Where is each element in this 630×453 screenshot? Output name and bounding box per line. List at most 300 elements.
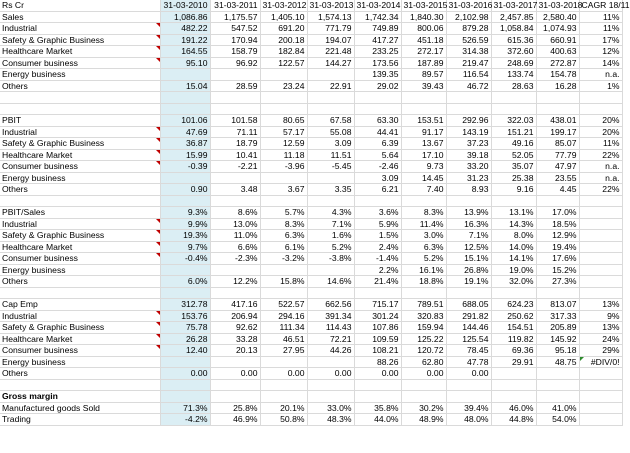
value-cell[interactable] [401, 379, 446, 391]
value-cell[interactable] [491, 195, 536, 207]
value-cell[interactable] [446, 379, 491, 391]
row-label-cell[interactable]: Safety & Graphic Business [0, 230, 160, 242]
value-cell[interactable]: 12% [579, 46, 622, 58]
value-cell[interactable]: 1,742.34 [354, 11, 401, 23]
value-cell[interactable]: 6.6% [210, 241, 260, 253]
row-label-cell[interactable]: Others [0, 368, 160, 380]
value-cell[interactable]: 116.54 [446, 69, 491, 81]
value-cell[interactable]: -3.96 [260, 161, 307, 173]
value-cell[interactable]: 95.18 [536, 345, 579, 357]
row-label-cell[interactable]: Consumer business [0, 161, 160, 173]
value-cell[interactable]: 14.6% [307, 276, 354, 288]
value-cell[interactable]: 1,074.93 [536, 23, 579, 35]
value-cell[interactable]: -3.2% [260, 253, 307, 265]
row-label-cell[interactable]: Others [0, 184, 160, 196]
value-cell[interactable]: 32.0% [491, 276, 536, 288]
value-cell[interactable]: 49.16 [491, 138, 536, 150]
value-cell[interactable]: 13.9% [446, 207, 491, 219]
value-cell[interactable]: 13% [579, 299, 622, 311]
value-cell[interactable]: 15.04 [160, 80, 210, 92]
value-cell[interactable]: 1,405.10 [260, 11, 307, 23]
value-cell[interactable]: 221.48 [307, 46, 354, 58]
value-cell[interactable]: 47.78 [446, 356, 491, 368]
value-cell[interactable] [354, 195, 401, 207]
value-cell[interactable]: 46.72 [446, 80, 491, 92]
value-cell[interactable] [401, 195, 446, 207]
value-cell[interactable]: 20% [579, 126, 622, 138]
value-cell[interactable]: -2.3% [210, 253, 260, 265]
value-cell[interactable] [536, 92, 579, 104]
value-cell[interactable]: 3.09 [354, 172, 401, 184]
value-cell[interactable] [491, 103, 536, 115]
value-cell[interactable] [579, 103, 622, 115]
value-cell[interactable]: 145.92 [536, 333, 579, 345]
header-year-cell[interactable]: 31-03-2018 [536, 0, 579, 11]
value-cell[interactable]: 417.27 [354, 34, 401, 46]
value-cell[interactable]: 6.21 [354, 184, 401, 196]
value-cell[interactable] [579, 241, 622, 253]
value-cell[interactable] [401, 92, 446, 104]
value-cell[interactable]: 688.05 [446, 299, 491, 311]
value-cell[interactable]: 50.8% [260, 414, 307, 426]
value-cell[interactable]: 80.65 [260, 115, 307, 127]
row-label-cell[interactable]: Gross margin [0, 391, 160, 403]
value-cell[interactable]: 88.26 [354, 356, 401, 368]
value-cell[interactable]: 248.69 [491, 57, 536, 69]
value-cell[interactable]: 44.26 [307, 345, 354, 357]
value-cell[interactable]: n.a. [579, 161, 622, 173]
value-cell[interactable]: 46.9% [210, 414, 260, 426]
value-cell[interactable]: 15.2% [536, 264, 579, 276]
value-cell[interactable] [260, 103, 307, 115]
value-cell[interactable]: 25.38 [491, 172, 536, 184]
value-cell[interactable] [536, 368, 579, 380]
value-cell[interactable]: 11.4% [401, 218, 446, 230]
value-cell[interactable]: 28.59 [210, 80, 260, 92]
header-year-cell[interactable]: 31-03-2010 [160, 0, 210, 11]
value-cell[interactable] [260, 69, 307, 81]
value-cell[interactable]: 22% [579, 184, 622, 196]
header-year-cell[interactable]: 31-03-2015 [401, 0, 446, 11]
value-cell[interactable]: 3.35 [307, 184, 354, 196]
value-cell[interactable]: 15.99 [160, 149, 210, 161]
value-cell[interactable]: 8.0% [491, 230, 536, 242]
value-cell[interactable]: 660.91 [536, 34, 579, 46]
value-cell[interactable]: 3.48 [210, 184, 260, 196]
value-cell[interactable] [579, 276, 622, 288]
value-cell[interactable]: -0.4% [160, 253, 210, 265]
value-cell[interactable] [210, 391, 260, 403]
value-cell[interactable] [210, 195, 260, 207]
value-cell[interactable] [491, 391, 536, 403]
value-cell[interactable]: 44.41 [354, 126, 401, 138]
row-label-cell[interactable]: Cap Emp [0, 299, 160, 311]
value-cell[interactable]: 11% [579, 23, 622, 35]
value-cell[interactable]: 158.79 [210, 46, 260, 58]
value-cell[interactable]: 46.51 [260, 333, 307, 345]
value-cell[interactable]: 48.75 [536, 356, 579, 368]
value-cell[interactable] [307, 92, 354, 104]
value-cell[interactable]: 9.16 [491, 184, 536, 196]
value-cell[interactable]: 36.87 [160, 138, 210, 150]
value-cell[interactable]: 52.05 [491, 149, 536, 161]
header-year-cell[interactable]: 31-03-2016 [446, 0, 491, 11]
value-cell[interactable] [307, 287, 354, 299]
value-cell[interactable]: 522.57 [260, 299, 307, 311]
value-cell[interactable]: 789.51 [401, 299, 446, 311]
row-label-cell[interactable] [0, 195, 160, 207]
value-cell[interactable]: 13.0% [210, 218, 260, 230]
row-label-cell[interactable]: Safety & Graphic Business [0, 34, 160, 46]
row-label-cell[interactable]: Consumer business [0, 345, 160, 357]
value-cell[interactable]: 25.8% [210, 402, 260, 414]
value-cell[interactable]: 292.96 [446, 115, 491, 127]
value-cell[interactable]: 3.67 [260, 184, 307, 196]
value-cell[interactable]: 0.00 [160, 368, 210, 380]
value-cell[interactable]: 7.40 [401, 184, 446, 196]
value-cell[interactable] [536, 391, 579, 403]
value-cell[interactable]: 9% [579, 310, 622, 322]
value-cell[interactable]: 37.23 [446, 138, 491, 150]
value-cell[interactable]: 13% [579, 322, 622, 334]
value-cell[interactable]: 0.00 [401, 368, 446, 380]
value-cell[interactable]: 67.58 [307, 115, 354, 127]
value-cell[interactable] [579, 402, 622, 414]
value-cell[interactable]: 33.28 [210, 333, 260, 345]
value-cell[interactable]: 47.97 [536, 161, 579, 173]
value-cell[interactable]: 19.0% [491, 264, 536, 276]
value-cell[interactable]: 8.3% [260, 218, 307, 230]
value-cell[interactable] [260, 172, 307, 184]
value-cell[interactable]: -2.21 [210, 161, 260, 173]
value-cell[interactable]: 615.36 [491, 34, 536, 46]
value-cell[interactable] [401, 103, 446, 115]
row-label-cell[interactable]: Manufactured goods Sold [0, 402, 160, 414]
value-cell[interactable] [160, 195, 210, 207]
value-cell[interactable]: 46.0% [491, 402, 536, 414]
value-cell[interactable]: 16.3% [446, 218, 491, 230]
value-cell[interactable]: 13.1% [491, 207, 536, 219]
value-cell[interactable] [579, 264, 622, 276]
value-cell[interactable] [160, 391, 210, 403]
value-cell[interactable]: 8.93 [446, 184, 491, 196]
value-cell[interactable] [210, 264, 260, 276]
row-label-cell[interactable]: Healthcare Market [0, 333, 160, 345]
value-cell[interactable]: 144.27 [307, 57, 354, 69]
value-cell[interactable]: 15.1% [446, 253, 491, 265]
value-cell[interactable] [307, 195, 354, 207]
value-cell[interactable]: 6.3% [401, 241, 446, 253]
value-cell[interactable]: 71.11 [210, 126, 260, 138]
value-cell[interactable]: 114.43 [307, 322, 354, 334]
value-cell[interactable]: 12.40 [160, 345, 210, 357]
value-cell[interactable] [401, 391, 446, 403]
row-label-cell[interactable]: Consumer business [0, 253, 160, 265]
value-cell[interactable]: 19.1% [446, 276, 491, 288]
value-cell[interactable]: 33.0% [307, 402, 354, 414]
value-cell[interactable]: 0.00 [307, 368, 354, 380]
value-cell[interactable]: 15.8% [260, 276, 307, 288]
row-label-cell[interactable]: Healthcare Market [0, 46, 160, 58]
value-cell[interactable]: 438.01 [536, 115, 579, 127]
value-cell[interactable]: 813.07 [536, 299, 579, 311]
value-cell[interactable] [260, 391, 307, 403]
value-cell[interactable]: 14.1% [491, 253, 536, 265]
value-cell[interactable]: 18.5% [536, 218, 579, 230]
value-cell[interactable]: 7.1% [307, 218, 354, 230]
value-cell[interactable]: 159.94 [401, 322, 446, 334]
value-cell[interactable]: 6.1% [260, 241, 307, 253]
value-cell[interactable]: 3.6% [354, 207, 401, 219]
value-cell[interactable] [579, 230, 622, 242]
value-cell[interactable]: 372.60 [491, 46, 536, 58]
value-cell[interactable]: 10.41 [210, 149, 260, 161]
value-cell[interactable] [160, 69, 210, 81]
value-cell[interactable]: 24% [579, 333, 622, 345]
value-cell[interactable] [260, 195, 307, 207]
value-cell[interactable] [536, 103, 579, 115]
value-cell[interactable]: 16.1% [401, 264, 446, 276]
value-cell[interactable] [160, 356, 210, 368]
value-cell[interactable]: 85.07 [536, 138, 579, 150]
value-cell[interactable]: 164.55 [160, 46, 210, 58]
value-cell[interactable]: 800.06 [401, 23, 446, 35]
value-cell[interactable] [210, 172, 260, 184]
value-cell[interactable]: 119.82 [491, 333, 536, 345]
value-cell[interactable]: 206.94 [210, 310, 260, 322]
value-cell[interactable]: 30.2% [401, 402, 446, 414]
row-label-cell[interactable]: Healthcare Market [0, 241, 160, 253]
value-cell[interactable]: 71.3% [160, 402, 210, 414]
value-cell[interactable]: 29% [579, 345, 622, 357]
value-cell[interactable]: 5.2% [307, 241, 354, 253]
value-cell[interactable]: 391.34 [307, 310, 354, 322]
value-cell[interactable]: 317.33 [536, 310, 579, 322]
value-cell[interactable]: 451.18 [401, 34, 446, 46]
value-cell[interactable] [536, 287, 579, 299]
value-cell[interactable]: 154.51 [491, 322, 536, 334]
value-cell[interactable]: 6.0% [160, 276, 210, 288]
value-cell[interactable]: 199.17 [536, 126, 579, 138]
row-label-cell[interactable]: Sales [0, 11, 160, 23]
value-cell[interactable] [307, 356, 354, 368]
value-cell[interactable]: 153.51 [401, 115, 446, 127]
value-cell[interactable]: 9.9% [160, 218, 210, 230]
value-cell[interactable]: 139.35 [354, 69, 401, 81]
value-cell[interactable]: 182.84 [260, 46, 307, 58]
value-cell[interactable]: 69.36 [491, 345, 536, 357]
value-cell[interactable]: 1,058.84 [491, 23, 536, 35]
value-cell[interactable]: 48.9% [401, 414, 446, 426]
value-cell[interactable] [354, 92, 401, 104]
row-label-cell[interactable]: Trading [0, 414, 160, 426]
value-cell[interactable]: 143.19 [446, 126, 491, 138]
value-cell[interactable] [491, 379, 536, 391]
row-label-cell[interactable]: Industrial [0, 126, 160, 138]
value-cell[interactable] [579, 253, 622, 265]
value-cell[interactable]: 749.89 [354, 23, 401, 35]
row-label-cell[interactable]: Safety & Graphic Business [0, 322, 160, 334]
header-year-cell[interactable]: 31-03-2011 [210, 0, 260, 11]
value-cell[interactable] [210, 69, 260, 81]
value-cell[interactable]: 2,102.98 [446, 11, 491, 23]
value-cell[interactable] [579, 92, 622, 104]
value-cell[interactable]: 3.09 [307, 138, 354, 150]
value-cell[interactable]: 170.94 [210, 34, 260, 46]
value-cell[interactable] [307, 103, 354, 115]
value-cell[interactable]: 482.22 [160, 23, 210, 35]
value-cell[interactable]: 272.17 [401, 46, 446, 58]
value-cell[interactable]: 187.89 [401, 57, 446, 69]
value-cell[interactable]: 12.59 [260, 138, 307, 150]
header-year-cell[interactable]: CAGR 18/11 [579, 0, 622, 11]
value-cell[interactable] [446, 391, 491, 403]
value-cell[interactable] [160, 92, 210, 104]
row-label-cell[interactable]: Energy business [0, 69, 160, 81]
value-cell[interactable]: 294.16 [260, 310, 307, 322]
value-cell[interactable]: 22.91 [307, 80, 354, 92]
value-cell[interactable]: 1,086.86 [160, 11, 210, 23]
value-cell[interactable]: 26.28 [160, 333, 210, 345]
value-cell[interactable]: 5.9% [354, 218, 401, 230]
row-label-cell[interactable]: Industrial [0, 218, 160, 230]
value-cell[interactable] [536, 195, 579, 207]
value-cell[interactable]: 0.00 [354, 368, 401, 380]
value-cell[interactable]: 96.92 [210, 57, 260, 69]
value-cell[interactable]: 312.78 [160, 299, 210, 311]
value-cell[interactable]: 120.72 [401, 345, 446, 357]
value-cell[interactable]: 44.0% [354, 414, 401, 426]
value-cell[interactable] [491, 287, 536, 299]
value-cell[interactable] [210, 92, 260, 104]
value-cell[interactable]: -2.46 [354, 161, 401, 173]
row-label-cell[interactable]: Energy business [0, 264, 160, 276]
value-cell[interactable]: 18.8% [401, 276, 446, 288]
value-cell[interactable] [210, 103, 260, 115]
value-cell[interactable]: 57.17 [260, 126, 307, 138]
row-label-cell[interactable] [0, 92, 160, 104]
value-cell[interactable]: -4.2% [160, 414, 210, 426]
value-cell[interactable] [579, 391, 622, 403]
value-cell[interactable] [579, 368, 622, 380]
value-cell[interactable]: -0.39 [160, 161, 210, 173]
value-cell[interactable]: 11% [579, 138, 622, 150]
value-cell[interactable]: 23.24 [260, 80, 307, 92]
header-units-cell[interactable]: Rs Cr [0, 0, 160, 11]
value-cell[interactable]: 1,840.30 [401, 11, 446, 23]
value-cell[interactable]: 95.10 [160, 57, 210, 69]
value-cell[interactable] [536, 379, 579, 391]
value-cell[interactable]: 125.22 [401, 333, 446, 345]
value-cell[interactable] [307, 264, 354, 276]
value-cell[interactable] [579, 218, 622, 230]
value-cell[interactable]: 4.3% [307, 207, 354, 219]
value-cell[interactable]: 17% [579, 34, 622, 46]
value-cell[interactable]: 11% [579, 11, 622, 23]
value-cell[interactable]: 314.38 [446, 46, 491, 58]
value-cell[interactable]: 31.23 [446, 172, 491, 184]
value-cell[interactable]: 91.17 [401, 126, 446, 138]
value-cell[interactable]: 144.46 [446, 322, 491, 334]
value-cell[interactable]: 320.83 [401, 310, 446, 322]
value-cell[interactable]: 0.90 [160, 184, 210, 196]
value-cell[interactable] [446, 195, 491, 207]
value-cell[interactable] [210, 379, 260, 391]
row-label-cell[interactable]: Others [0, 276, 160, 288]
value-cell[interactable] [260, 264, 307, 276]
value-cell[interactable]: 39.18 [446, 149, 491, 161]
value-cell[interactable]: 0.00 [446, 368, 491, 380]
value-cell[interactable]: 133.74 [491, 69, 536, 81]
value-cell[interactable]: 9.73 [401, 161, 446, 173]
value-cell[interactable]: 250.62 [491, 310, 536, 322]
value-cell[interactable]: 77.79 [536, 149, 579, 161]
value-cell[interactable]: 63.30 [354, 115, 401, 127]
header-year-cell[interactable]: 31-03-2012 [260, 0, 307, 11]
value-cell[interactable]: 27.95 [260, 345, 307, 357]
value-cell[interactable]: 19.4% [536, 241, 579, 253]
value-cell[interactable]: 20% [579, 115, 622, 127]
value-cell[interactable]: 526.59 [446, 34, 491, 46]
row-label-cell[interactable]: Industrial [0, 310, 160, 322]
value-cell[interactable]: 22% [579, 149, 622, 161]
value-cell[interactable]: n.a. [579, 69, 622, 81]
value-cell[interactable]: 2.4% [354, 241, 401, 253]
value-cell[interactable]: 9.3% [160, 207, 210, 219]
value-cell[interactable]: 35.07 [491, 161, 536, 173]
header-year-cell[interactable]: 31-03-2017 [491, 0, 536, 11]
value-cell[interactable]: 151.21 [491, 126, 536, 138]
value-cell[interactable]: 125.54 [446, 333, 491, 345]
value-cell[interactable] [579, 287, 622, 299]
value-cell[interactable]: 154.78 [536, 69, 579, 81]
value-cell[interactable] [354, 391, 401, 403]
value-cell[interactable]: 1,574.13 [307, 11, 354, 23]
value-cell[interactable]: 54.0% [536, 414, 579, 426]
value-cell[interactable]: 122.57 [260, 57, 307, 69]
value-cell[interactable]: 417.16 [210, 299, 260, 311]
value-cell[interactable] [579, 414, 622, 426]
value-cell[interactable]: 111.34 [260, 322, 307, 334]
value-cell[interactable]: 21.4% [354, 276, 401, 288]
value-cell[interactable]: #DIV/0! [579, 356, 622, 368]
row-label-cell[interactable]: Energy business [0, 356, 160, 368]
value-cell[interactable]: 12.9% [536, 230, 579, 242]
value-cell[interactable]: 691.20 [260, 23, 307, 35]
value-cell[interactable]: 39.4% [446, 402, 491, 414]
row-label-cell[interactable] [0, 379, 160, 391]
value-cell[interactable] [210, 356, 260, 368]
value-cell[interactable]: 0.00 [210, 368, 260, 380]
value-cell[interactable]: 16.28 [536, 80, 579, 92]
value-cell[interactable]: 400.63 [536, 46, 579, 58]
value-cell[interactable] [446, 287, 491, 299]
value-cell[interactable] [491, 92, 536, 104]
value-cell[interactable]: 19.3% [160, 230, 210, 242]
value-cell[interactable]: 9.7% [160, 241, 210, 253]
value-cell[interactable]: 39.43 [401, 80, 446, 92]
value-cell[interactable] [160, 264, 210, 276]
value-cell[interactable] [491, 368, 536, 380]
value-cell[interactable]: 62.80 [401, 356, 446, 368]
value-cell[interactable]: 101.58 [210, 115, 260, 127]
value-cell[interactable]: 5.64 [354, 149, 401, 161]
value-cell[interactable]: 20.13 [210, 345, 260, 357]
value-cell[interactable]: 219.47 [446, 57, 491, 69]
row-label-cell[interactable]: Healthcare Market [0, 149, 160, 161]
value-cell[interactable] [160, 287, 210, 299]
value-cell[interactable] [160, 172, 210, 184]
